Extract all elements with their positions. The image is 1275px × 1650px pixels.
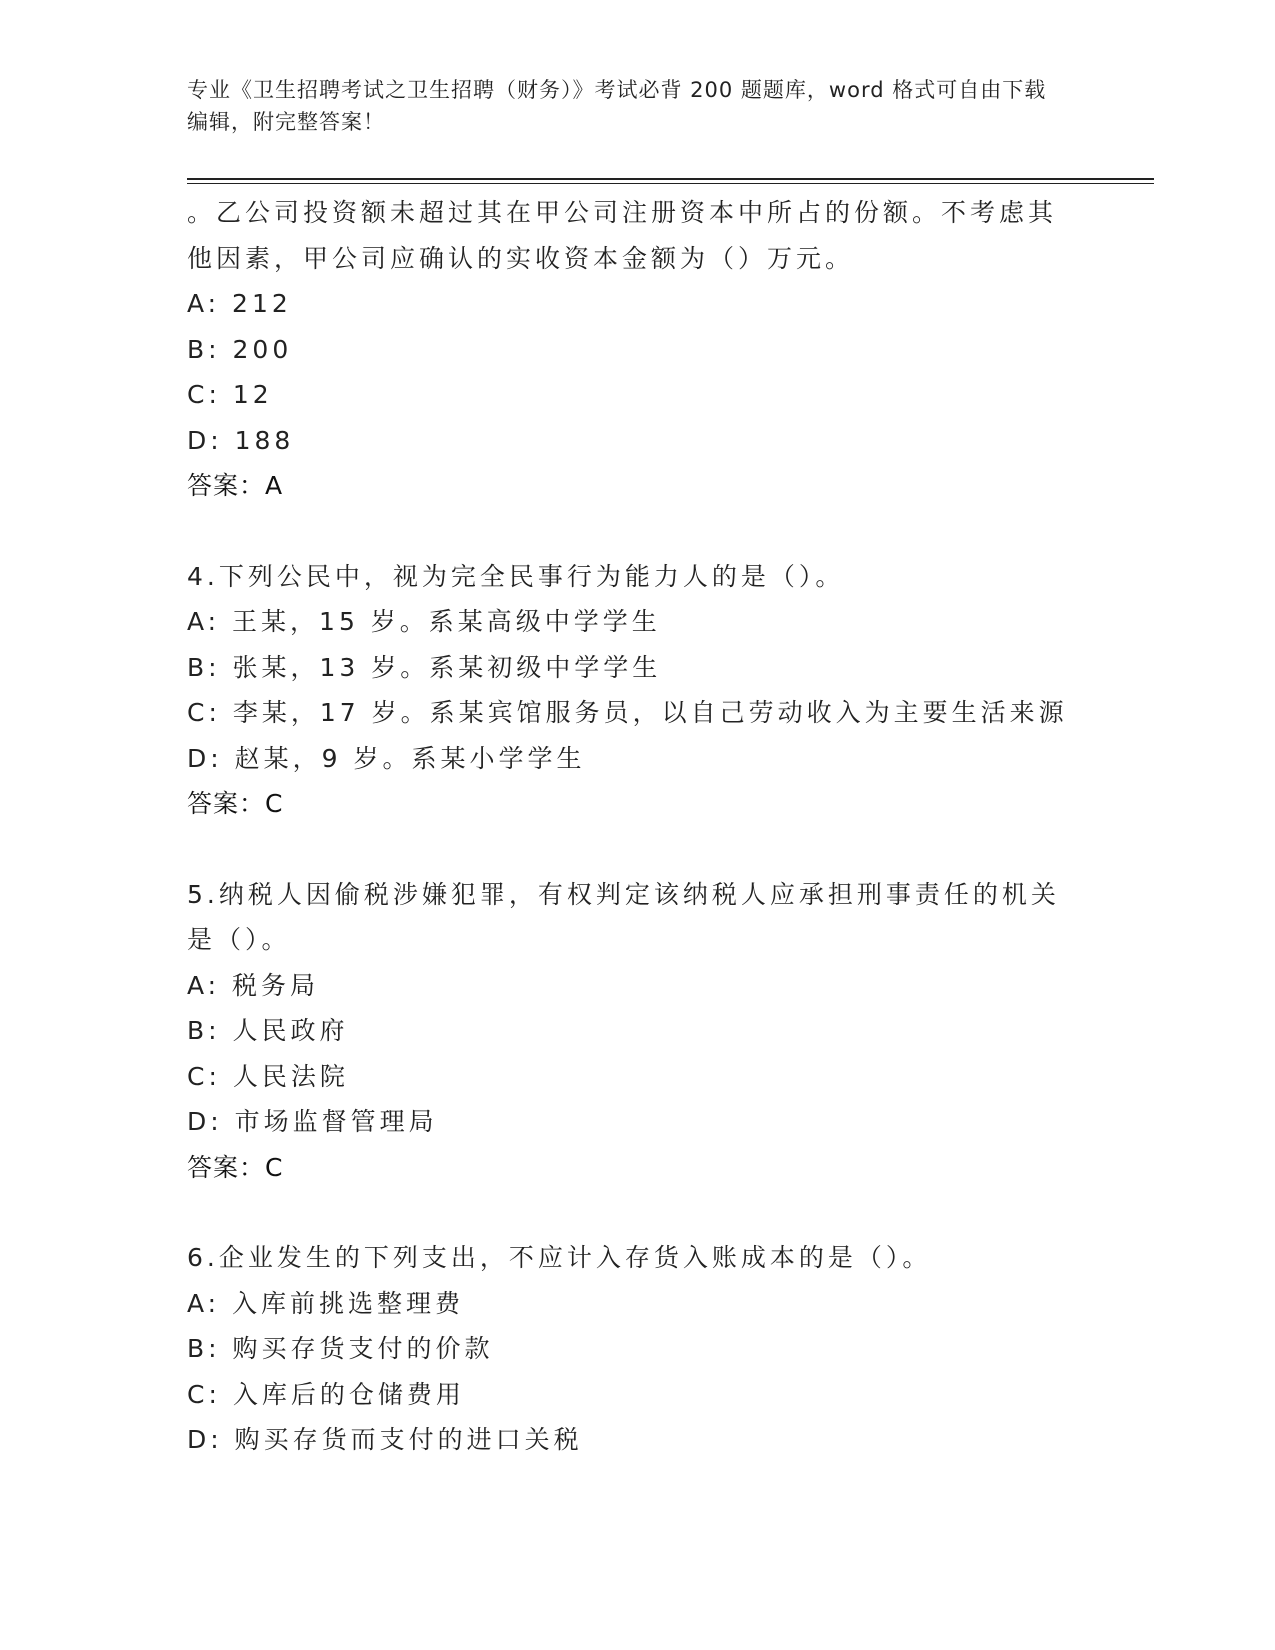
- option-a: A: 王某，15 岁。系某高级中学学生: [187, 607, 661, 636]
- question-block: [187, 1235, 1087, 1463]
- question-block: [187, 554, 1087, 827]
- option-d: D: 购买存货而支付的进口关税: [187, 1425, 583, 1454]
- option-d: D: 188: [187, 425, 295, 455]
- option-b: B: 人民政府: [187, 1016, 349, 1045]
- option-c: C: 入库后的仓储费用: [187, 1379, 465, 1409]
- question-block: [187, 190, 1087, 509]
- option-b: B: 200: [187, 334, 293, 364]
- question-list: [187, 190, 1087, 1463]
- option-a: A: 212: [187, 289, 292, 318]
- option-d: D: 市场监督管理局: [187, 1107, 438, 1136]
- page-header-title: 专业《卫生招聘考试之卫生招聘（财务）》考试必背 200 题题库，word 格式可自由下载编辑，附完整答案！: [187, 78, 1047, 134]
- option-c: C: 人民法院: [187, 1061, 349, 1091]
- option-c: C: 李某，17 岁。系某宾馆服务员，以自己劳动收入为主要生活来源: [187, 698, 1068, 727]
- header-rule-thick: [187, 178, 1154, 180]
- question-text: 。乙公司投资额未超过其在甲公司注册资本中所占的份额。不考虑其他因素，甲公司应确认的实收资本金额为（）万元。: [187, 198, 1058, 273]
- question-text: 5.纳税人因偷税涉嫌犯罪，有权判定该纳税人应承担刑事责任的机关是（）。: [187, 879, 1060, 954]
- option-a: A: 税务局: [187, 970, 320, 1000]
- answer-text: 答案：C: [187, 1152, 284, 1182]
- answer-text: 答案：A: [187, 471, 284, 500]
- question-text: 4.下列公民中，视为完全民事行为能力人的是（）。: [187, 561, 845, 591]
- question-text: 6.企业发生的下列支出，不应计入存货入账成本的是（）。: [187, 1243, 932, 1272]
- option-a: A: 入库前挑选整理费: [187, 1288, 465, 1318]
- option-b: B: 张某，13 岁。系某初级中学学生: [187, 652, 662, 682]
- answer-text: 答案：C: [187, 789, 284, 818]
- option-d: D: 赵某，9 岁。系某小学学生: [187, 743, 586, 773]
- header-rule-thin: [187, 183, 1154, 184]
- option-c: C: 12: [187, 380, 273, 409]
- option-b: B: 购买存货支付的价款: [187, 1334, 494, 1363]
- question-block: [187, 872, 1087, 1191]
